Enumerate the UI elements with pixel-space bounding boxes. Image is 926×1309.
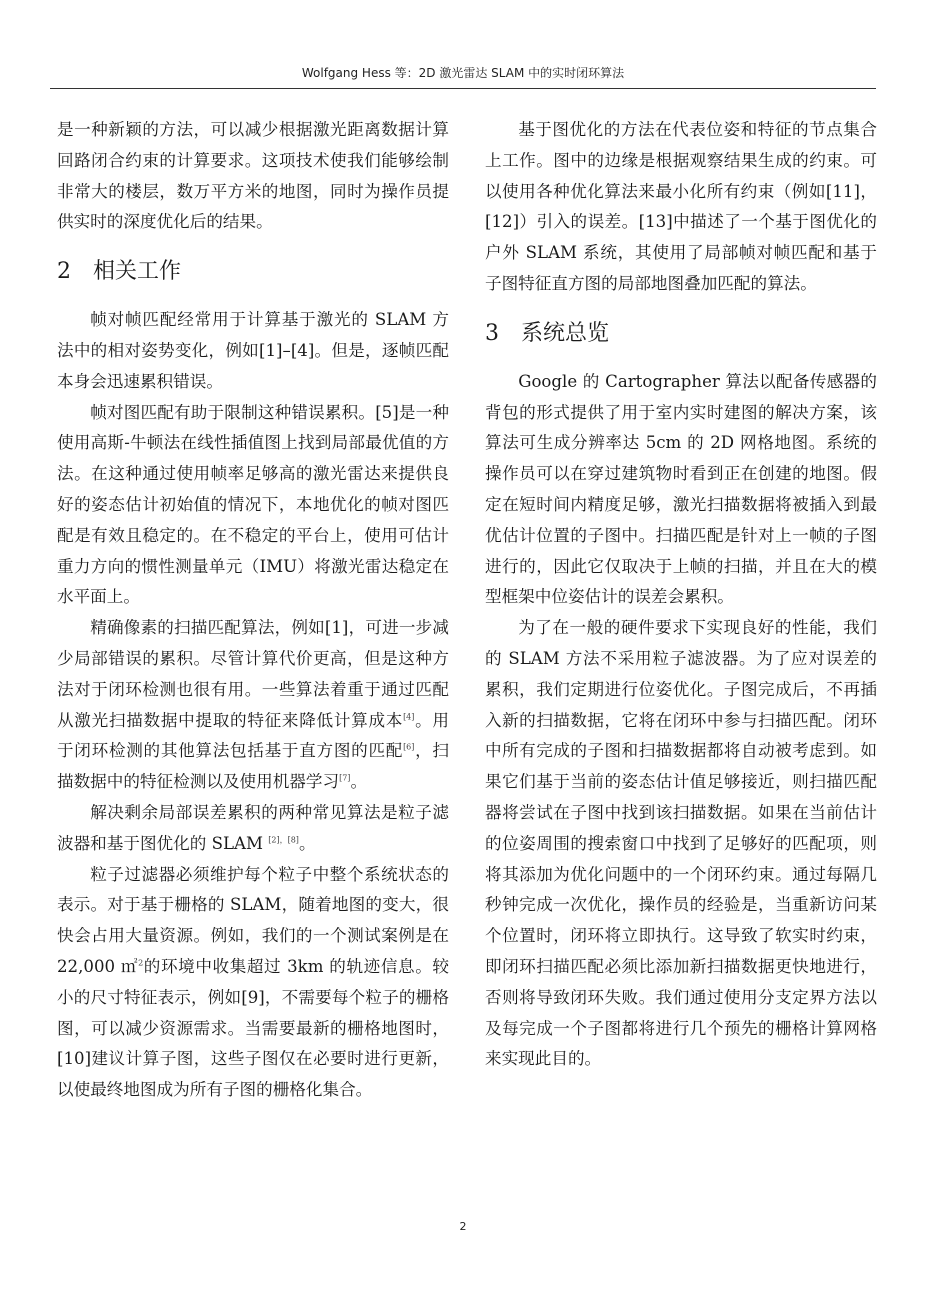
section-number: 2 [57,259,71,285]
paragraph-scan-matching [57,613,449,798]
paragraph-performance: 为了在一般的硬件要求下实现良好的性能，我们的 SLAM 方法不采用粒子滤波器。为了应对误差的累积，我们定期进行位姿优化。子图完成后，不再插入新的扫描数据，它将在闭环中参与扫描匹配。闭环中所有完成的子图和扫描数据都将自动被考虑到。如果它们基于当前的姿态估计值足够接近，则扫描匹配器将尝试在子图中找到该扫描数据。如果在当前估计的位姿周围的搜索窗口中找到了足够好的匹配项，则将其添加为优化问题中的一个闭环约束。通过每隔几秒钟完成一次优化，操作员的经验是，当重新访问某个位置时，闭环将立即执行。这导致了软实时约束，即闭环扫描匹配必须比添加新扫描数据更快地进行，否则将导致闭环失败。我们通过使用分支定界方法以及每完成一个子图都将进行几个预先的栅格计算网格来实现此目的。 [485,618,877,1069]
citation: [4] [403,712,415,722]
paragraph-residual-error [57,798,449,860]
paragraph-graph-optimization: 基于图优化的方法在代表位姿和特征的节点集合上工作。图中的边缘是根据观察结果生成的约束。可以使用各种优化算法来最小化所有约束（例如[11]，[12]）引入的误差。[13]中描述了一个基于图优化的户外 SLAM 系统，其使用了局部帧对帧匹配和基于子图特征直方图的局部地图叠加匹配的算法。 [485,120,877,293]
paragraph-cartographer: Google 的 Cartographer 算法以配备传感器的背包的形式提供了用于室内实时建图的解决方案，该算法可生成分辨率达 5cm 的 2D 网格地图。系统的操作员可以在穿过建筑物时看到正在创建的地图。假定在短时间内精度足够，激光扫描数据将被插入到最优估计位置的子图中。扫描匹配是针对上一帧的子图进行的，因此它仅取决于上帧的扫描，并且在大的模型框架中位姿估计的误差会累积。 [485,371,877,607]
text-run: 粒子过滤器必须维护每个粒子中整个系统状态的表示。对于基于栅格的 SLAM，随着地图的变大，很快会占用大量资源。例如，我们的一个测试案例是在 22,000 ㎡ [57,864,449,976]
section-number: 3 [485,320,499,346]
page-number: 2 [459,1220,467,1233]
text-run: 解决剩余局部误差累积的两种常见算法是粒子滤波器和基于图优化的 SLAM [57,802,449,853]
text-run: 精确像素的扫描匹配算法，例如[1]，可进一步减少局部错误的累积。尽管计算代价更高，但是这种方法对于闭环检测也很有用。一些算法着重于通过匹配从激光扫描数据中提取的特征来降低计算成本 [57,618,449,730]
citation: [7] [339,773,351,783]
text-run: 的环境中收集超过 3km 的轨迹信息。较小的尺寸特征表示，例如[9]，不需要每个粒子的栅格图，可以减少资源需求。当需要最新的栅格地图时，[10]建议计算子图，这些子图仅在必要时进行更新，以使最终地图成为所有子图的栅格化集合。 [57,956,449,1100]
section-title: 系统总览 [521,320,610,346]
paragraph-frame-to-map: 帧对图匹配有助于限制这种错误累积。[5]是一种使用高斯-牛顿法在线性插值图上找到局部最优值的方法。在这种通过使用帧率足够高的激光雷达来提供良好的姿态估计初始值的情况下，本地优化的帧对图匹配是有效且稳定的。在不稳定的平台上，使用可估计重力方向的惯性测量单元（IMU）将激光雷达稳定在水平面上。 [57,402,449,607]
paragraph-frame-to-frame: 帧对帧匹配经常用于计算基于激光的 SLAM 方法中的相对姿势变化，例如[1]–[4]。但是，逐帧匹配本身会迅速累积错误。 [57,310,449,391]
citation: [2]，[8] [268,835,299,845]
text-run: 。 [298,833,316,853]
intro-paragraph-continued: 是一种新颖的方法，可以减少根据激光距离数据计算回路闭合约束的计算要求。这项技术使我们能够绘制非常大的楼层，数万平方米的地图，同时为操作员提供实时的深度优化后的结果。 [57,120,449,232]
text-run: 。 [350,772,368,792]
running-header: Wolfgang Hess 等：2D 激光雷达 SLAM 中的实时闭环算法 [301,66,625,80]
superscript: 2 [138,958,144,968]
citation: [6] [403,742,415,752]
paragraph-particle-filter [57,860,449,1106]
text-run: 。用于闭环检测的其他算法包括基于直方图的匹配 [57,710,450,761]
section-heading-related-work [57,257,449,287]
right-column [485,115,877,1075]
header-divider [50,88,876,89]
text-run: ，扫描数据中的特征检测以及使用机器学习 [57,741,450,792]
section-heading-system-overview [485,319,877,349]
section-title: 相关工作 [93,259,182,285]
left-column [57,115,449,1106]
